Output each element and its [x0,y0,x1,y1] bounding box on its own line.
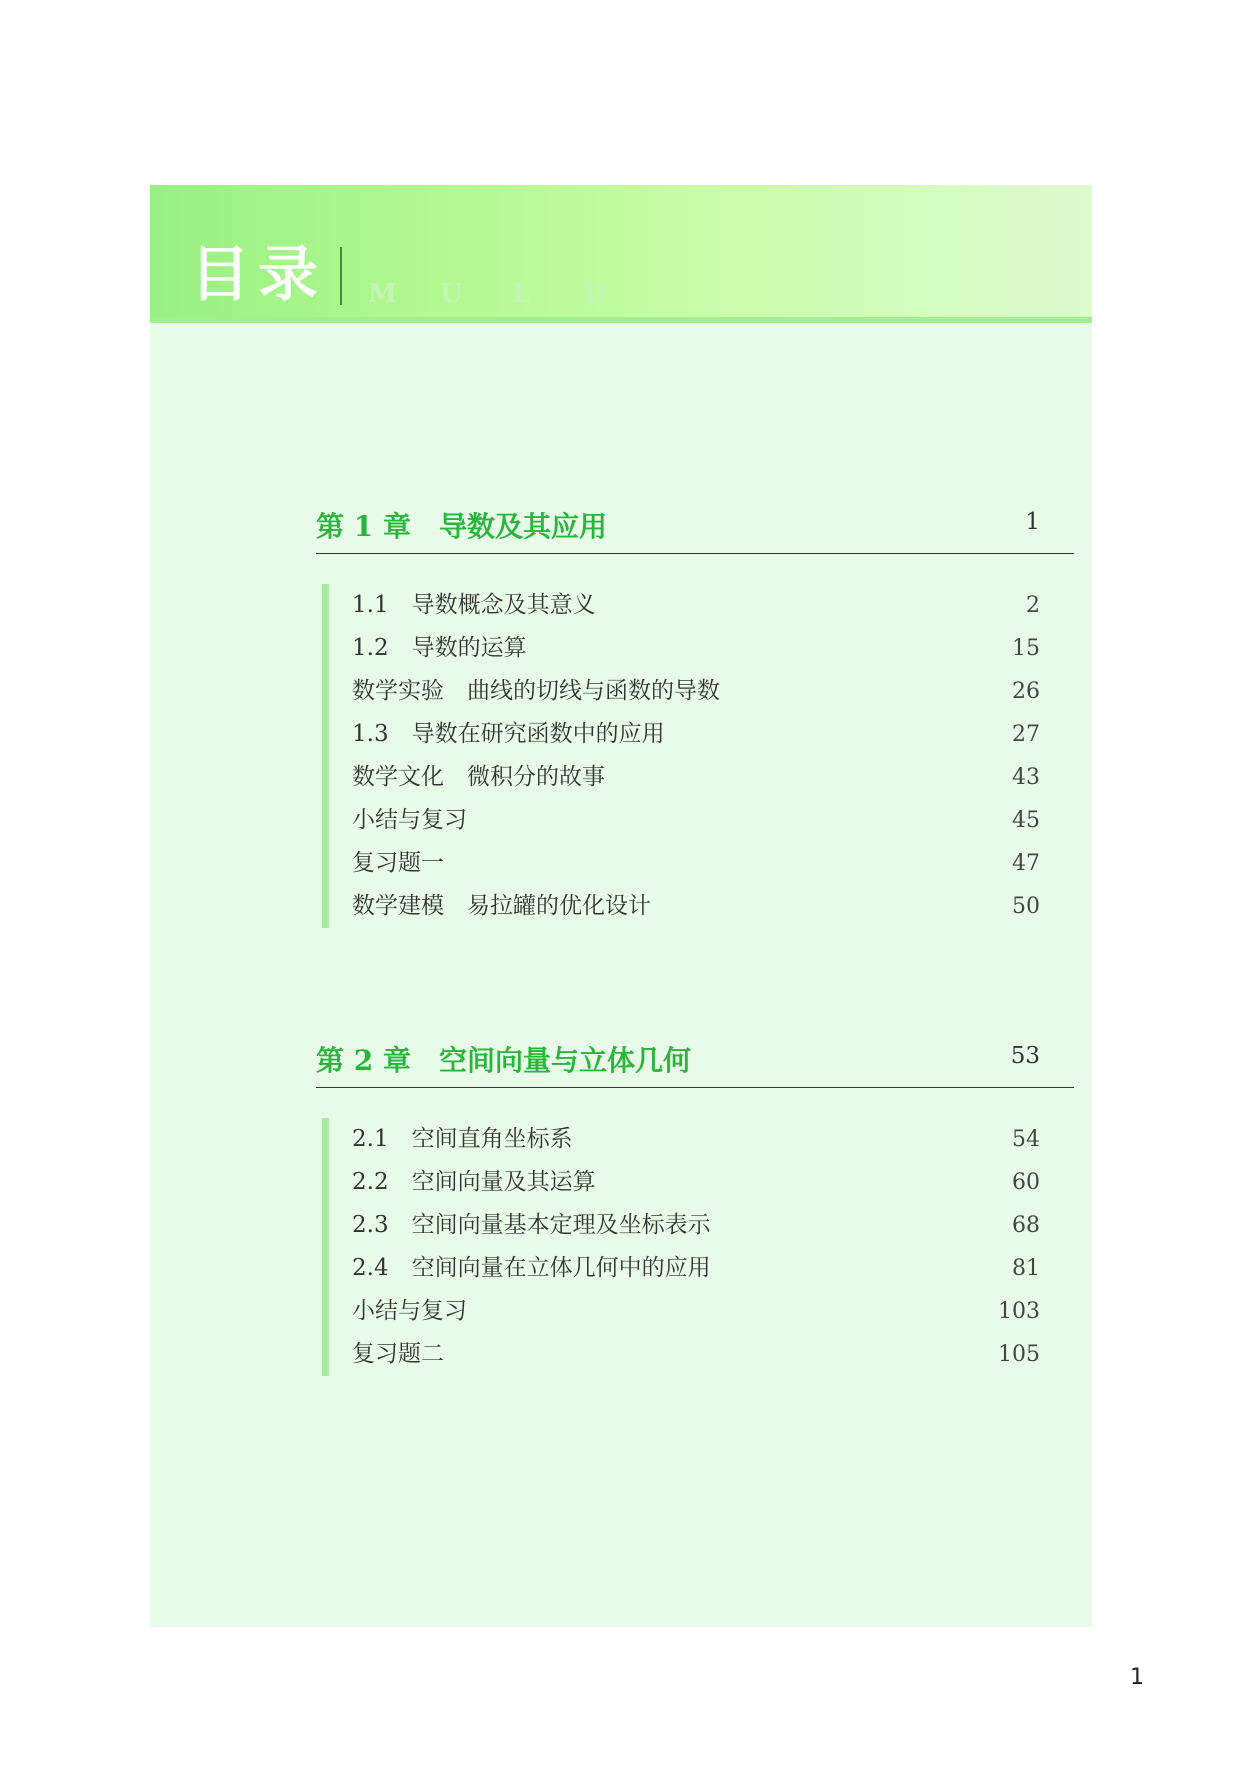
entry-label: 小结与复习 [352,1298,467,1324]
subtitle-letter: L [512,279,531,309]
entry-label: 2.3 空间向量基本定理及坐标表示 [352,1212,711,1238]
entry-label: 数学文化 微积分的故事 [352,764,605,790]
entry-label: 2.2 空间向量及其运算 [352,1169,596,1195]
toc-subtitle [368,281,656,307]
entry-page-number: 60 [1012,1170,1040,1195]
entry-page-number: 2 [1026,593,1040,618]
chapter-page-number: 1 [1025,509,1040,535]
entry-label: 数学实验 曲线的切线与函数的导数 [352,678,720,704]
entry-label: 复习题一 [352,850,444,876]
toc-title: 目录 [190,240,326,310]
entry-page-number: 45 [1012,808,1040,833]
toc-banner [150,185,1092,323]
chapter-1 [316,503,1074,928]
chapter-heading[interactable] [316,503,1074,554]
chapter-title: 第 1 章 导数及其应用 [316,510,607,543]
toc-entry[interactable] [329,670,1074,713]
toc-entry[interactable] [329,1290,1074,1333]
entry-page-number: 15 [1012,636,1040,661]
entry-label: 2.4 空间向量在立体几何中的应用 [352,1255,711,1281]
toc-entry[interactable] [329,756,1074,799]
toc-entry[interactable] [329,1161,1074,1204]
entry-page-number: 81 [1012,1256,1040,1281]
toc-entry[interactable] [329,627,1074,670]
entry-page-number: 47 [1012,851,1040,876]
subtitle-letter: U [584,279,607,309]
entry-page-number: 68 [1012,1213,1040,1238]
entry-list [322,1118,1074,1376]
toc-entry[interactable] [329,1118,1074,1161]
toc-entry[interactable] [329,1247,1074,1290]
page-number: 1 [1130,1665,1144,1690]
toc-entry[interactable] [329,713,1074,756]
entry-page-number: 54 [1012,1127,1040,1152]
entry-label: 小结与复习 [352,807,467,833]
toc-entry[interactable] [329,842,1074,885]
entry-label: 1.1 导数概念及其意义 [352,592,596,618]
toc-panel [150,185,1092,1627]
entry-page-number: 27 [1012,722,1040,747]
toc-entry[interactable] [329,885,1074,928]
entry-label: 1.3 导数在研究函数中的应用 [352,721,665,747]
entry-page-number: 105 [998,1342,1040,1367]
entry-label: 1.2 导数的运算 [352,635,527,661]
chapter-page-number: 53 [1010,1043,1040,1069]
entry-page-number: 103 [998,1299,1040,1324]
entry-label: 复习题二 [352,1341,444,1367]
entry-label: 2.1 空间直角坐标系 [352,1126,573,1152]
subtitle-letter: M [368,279,397,309]
title-divider [340,247,342,305]
toc-entry[interactable] [329,584,1074,627]
subtitle-letter: U [440,279,463,309]
entry-page-number: 50 [1012,894,1040,919]
chapter-heading[interactable] [316,1037,1074,1088]
entry-page-number: 43 [1012,765,1040,790]
chapter-title: 第 2 章 空间向量与立体几何 [316,1044,691,1077]
toc-entry[interactable] [329,1204,1074,1247]
toc-entry[interactable] [329,1333,1074,1376]
chapter-2 [316,1037,1074,1376]
entry-page-number: 26 [1012,679,1040,704]
toc-entry[interactable] [329,799,1074,842]
entry-list [322,584,1074,928]
entry-label: 数学建模 易拉罐的优化设计 [352,893,651,919]
